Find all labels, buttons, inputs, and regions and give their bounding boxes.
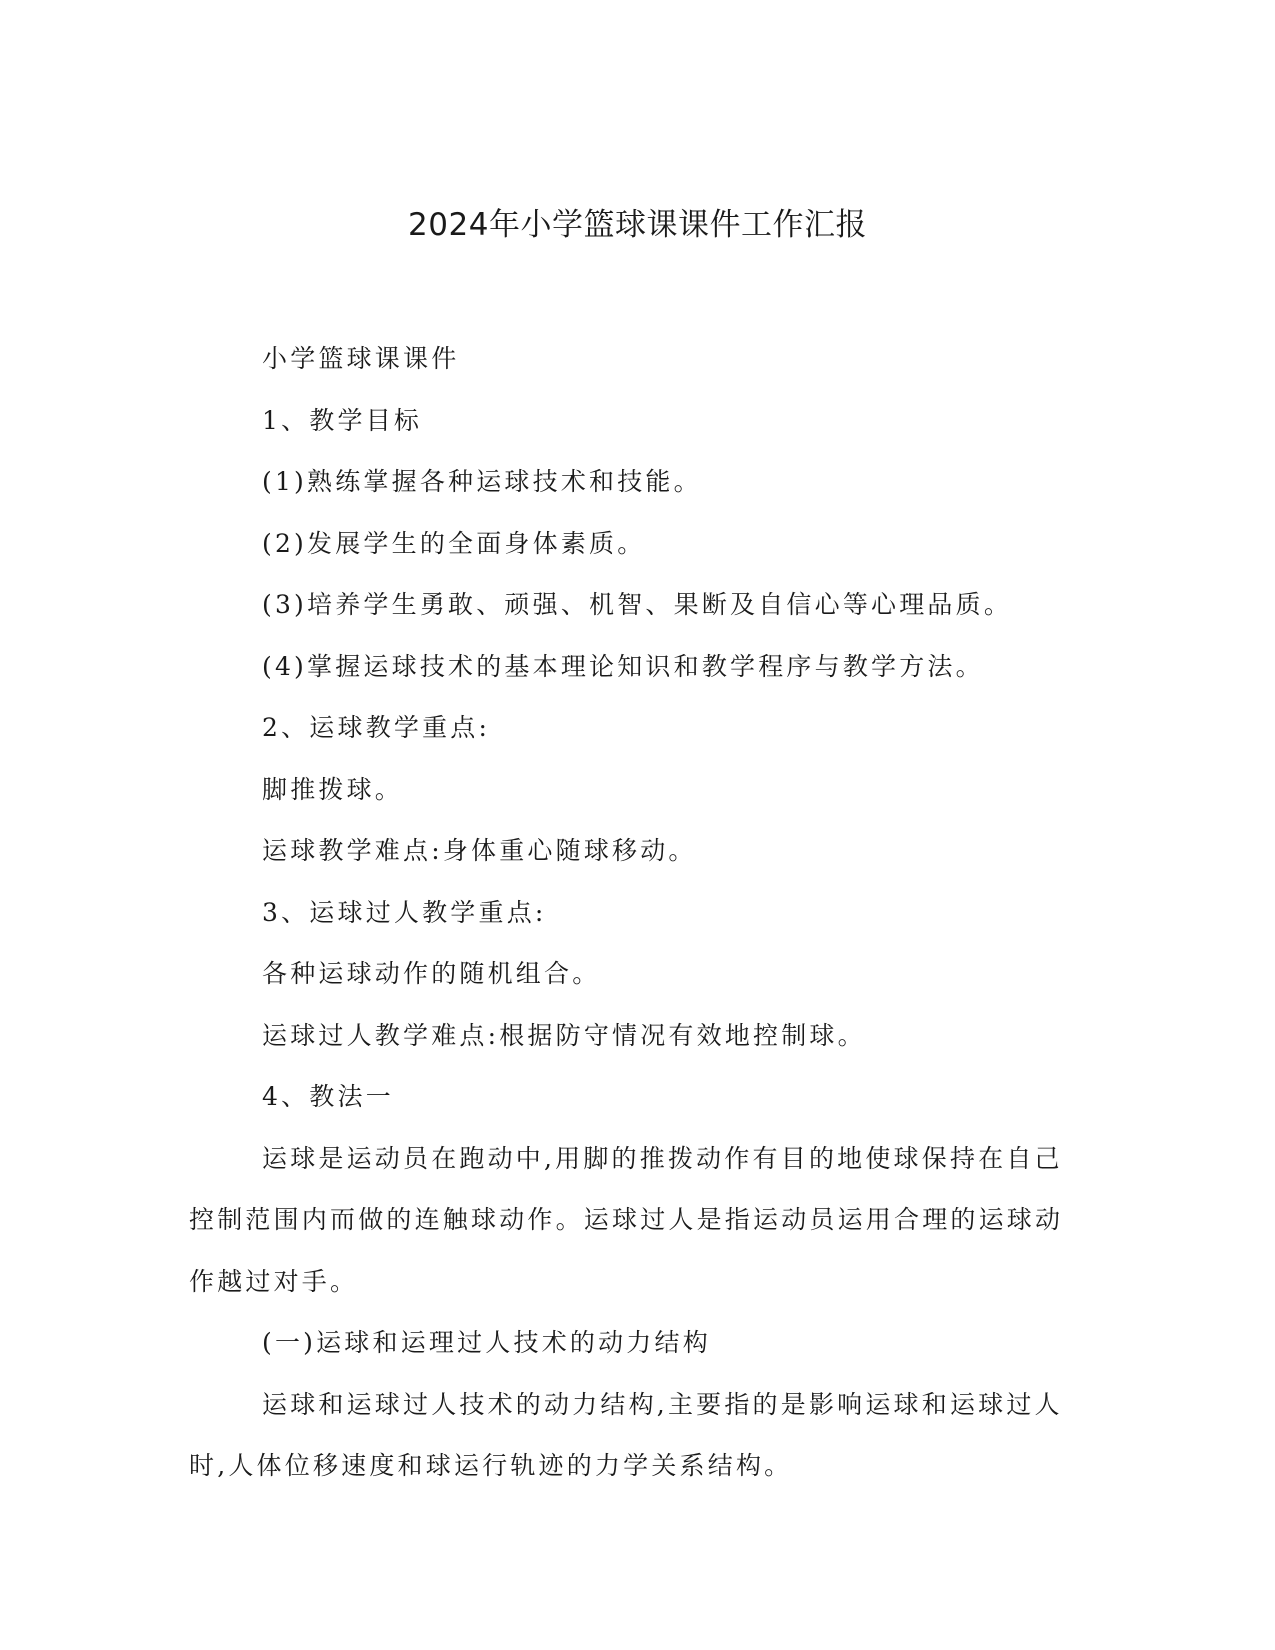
document-title: 2024年小学篮球课课件工作汇报	[408, 207, 867, 243]
paragraph-dribble-difficulty: 运球过人教学难点:根据防守情况有效地控制球。	[262, 1020, 866, 1050]
document-body	[189, 328, 1079, 1497]
paragraph-heading-3: 3、运球过人教学重点:	[262, 897, 547, 927]
paragraph-combination: 各种运球动作的随机组合。	[262, 959, 601, 988]
paragraph-heading-2: 2、运球教学重点:	[262, 713, 491, 742]
paragraph-goal-1: (1)熟练掌握各种运球技术和技能。	[262, 467, 702, 496]
paragraph-heading-1: 1、教学目标	[262, 405, 423, 435]
paragraph-difficulty: 运球教学难点:身体重心随球移动。	[262, 836, 697, 865]
paragraph-goal-4: (4)掌握运球技术的基本理论知识和教学程序与教学方法。	[262, 651, 984, 681]
paragraph-section-heading: (一)运球和运理过人技术的动力结构	[262, 1328, 711, 1357]
paragraph-goal-3: (3)培养学生勇敢、顽强、机智、果断及自信心等心理品质。	[262, 590, 1013, 619]
paragraph-structure: 运球和运球过人技术的动力结构,主要指的是影响运球和运球过人时,人体位移速度和球运行轨迹的力学关系结构。	[189, 1389, 1063, 1480]
paragraph-subtitle: 小学篮球课课件	[262, 344, 460, 373]
paragraph-goal-2: (2)发展学生的全面身体素质。	[262, 528, 646, 558]
paragraph-definition: 运球是运动员在跑动中,用脚的推拨动作有目的地使球保持在自己控制范围内而做的连触球动作。运球过人是指运动员运用合理的运球动作越过对手。	[189, 1143, 1064, 1296]
paragraph-key-point: 脚推拨球。	[262, 774, 404, 804]
paragraph-heading-4: 4、教法一	[262, 1082, 394, 1111]
